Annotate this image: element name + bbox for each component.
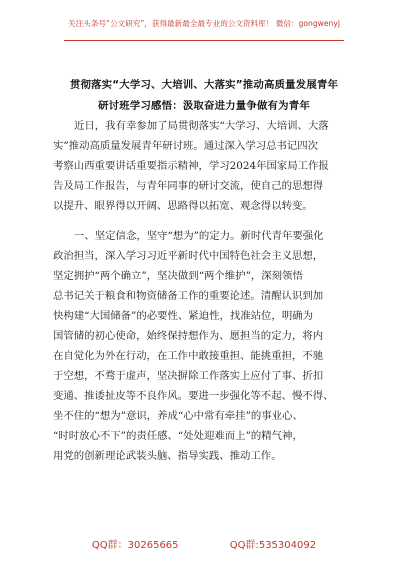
footer-contacts <box>0 536 408 551</box>
paragraph-2-line-8: 于空想，不骛于虚声，坚决摒除工作落实上应付了事、折扣 <box>53 370 324 382</box>
paragraph-1-line-5: 以提升、眼界得以开阔、思路得以拓宽、观念得以转变。 <box>53 200 313 212</box>
paragraph-2-line-3: 坚定拥护“两个确立”，坚决做到“两个维护”，深刻领悟 <box>53 270 303 282</box>
header-banner: 关注头条号“公文研究”，获得最新最全最专业的公文资料库！ 微信：gongwenyj <box>68 19 340 28</box>
paragraph-2-line-7: 在自觉化为外在行动，在工作中敢接重担、能挑重担，不驰 <box>53 350 324 362</box>
paragraph-1-line-1: 近日，我有幸参加了局贯彻落实“大学习、大培训、大落 <box>74 120 329 132</box>
paragraph-2-line-2: 政治担当，深入学习习近平新时代中国特色社会主义思想， <box>53 250 324 262</box>
paragraph-2-line-10: 坐不住的“想为”意识，养成“心中常有牵挂”的事业心、 <box>53 410 303 422</box>
paragraph-2-line-1: 一、坚定信念，坚守“想为”的定力。新时代青年要强化 <box>74 230 324 242</box>
paragraph-2-line-5: 快构建“大国储备”的必要性、紧迫性，找准站位，明确为 <box>53 310 313 322</box>
paragraph-2-line-9: 变通、推诿扯皮等不良作风。要进一步强化等不起、慢不得、 <box>53 390 334 402</box>
header-divider <box>64 40 344 41</box>
paragraph-1-line-3: 考察山西重要讲话重要指示精神，学习2024年国家局工作报 <box>53 160 329 172</box>
footer-qq-group-2: QQ群:535304092 <box>229 540 317 551</box>
paragraph-2-line-6: 国管储的初心使命，始终保持想作为、愿担当的定力，将内 <box>53 330 324 342</box>
paragraph-2-line-12: 用党的创新理论武装头脑、指导实践、推动工作。 <box>53 450 282 462</box>
paragraph-2-line-4: 总书记关于粮食和物资储备工作的重要论述。清醒认识到加 <box>53 290 324 302</box>
footer-qq-group-1: QQ群：30265665 <box>91 540 179 551</box>
paragraph-1-line-2: 实”推动高质量发展青年研讨班。通过深入学习总书记四次 <box>53 140 319 152</box>
paragraph-2-line-11: “时时放心不下”的责任感、“处处迎难而上”的精气神， <box>53 430 303 442</box>
paragraph-1-line-4: 告及局工作报告，与青年同事的研讨交流，使自己的思想得 <box>53 180 324 192</box>
document-title-line-1: 贯彻落实“大学习、大培训、大落实”推动高质量发展青年 <box>69 79 339 91</box>
document-title-line-2: 研讨班学习感悟：汲取奋进力量争做有为青年 <box>98 100 310 112</box>
